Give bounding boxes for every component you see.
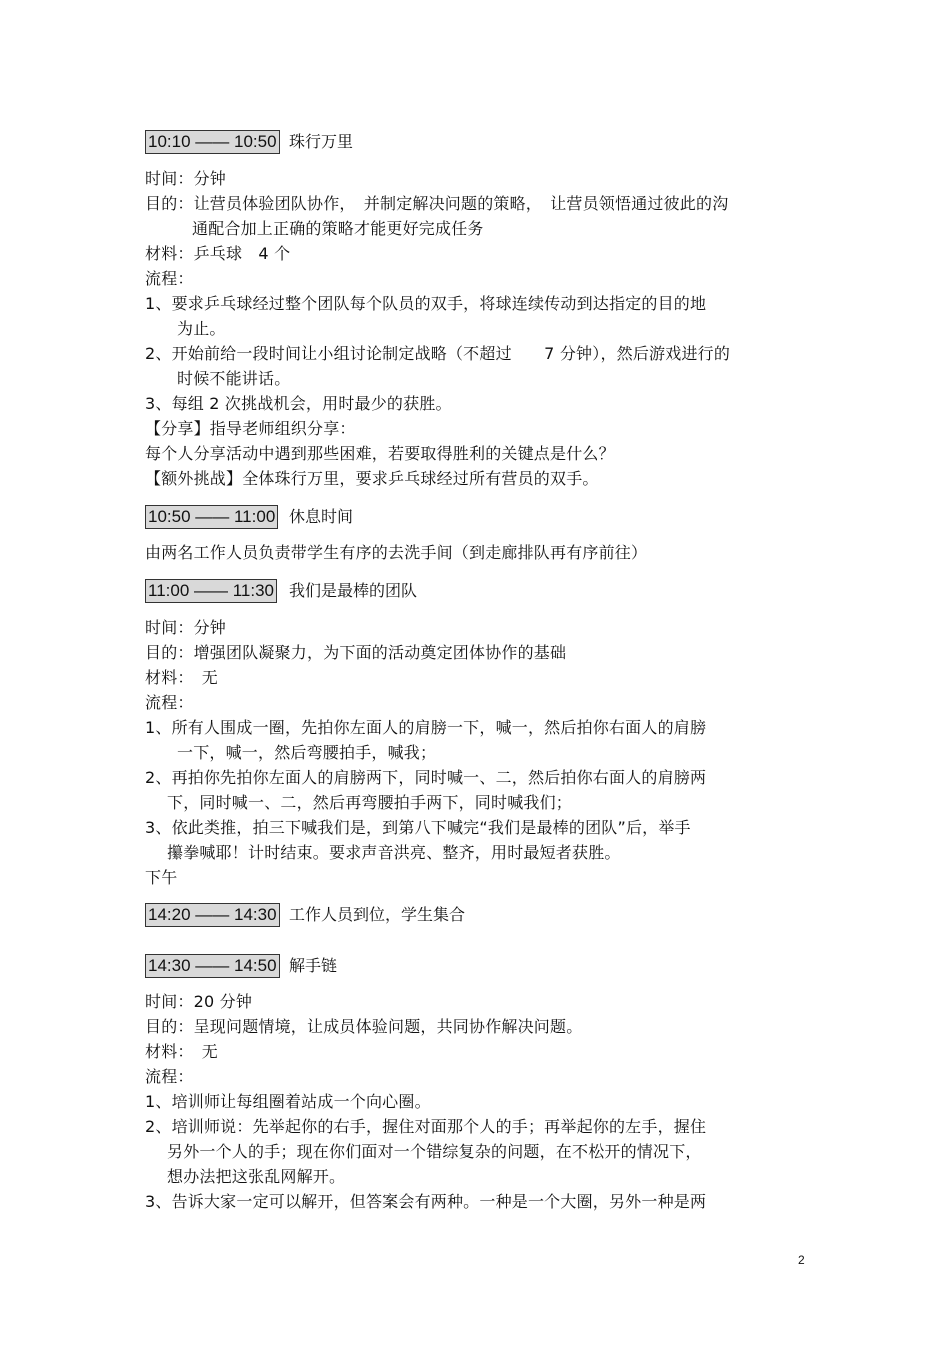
activity-title: 休息时间 — [289, 507, 354, 526]
text-line: 1、要求乒乓球经过整个团队每个队员的双手，将球连续传动到达指定的目的地 — [145, 294, 707, 313]
text-line: 材料： 无 — [145, 1042, 219, 1061]
text-line: 下，同时喊一、二，然后再弯腰拍手两下，同时喊我们； — [167, 793, 573, 812]
text-line: 时间：分钟 — [145, 169, 227, 188]
activity-title: 工作人员到位，学生集合 — [289, 905, 466, 924]
text-line: 攥拳喊耶！计时结束。要求声音洪亮、整齐，用时最短者获胜。 — [167, 843, 621, 862]
text-line: 3、依此类推，拍三下喊我们是，到第八下喊完“我们是最棒的团队”后，举手 — [145, 818, 691, 837]
time-slot-box: 14:30 —— 14:50 — [145, 954, 280, 978]
text-line: 1、所有人围成一圈，先拍你左面人的肩膀一下，喊一，然后拍你右面人的肩膀 — [145, 718, 707, 737]
activity-title: 解手链 — [289, 956, 338, 975]
text-line: 流程： — [145, 1067, 194, 1086]
activity-title: 珠行万里 — [289, 132, 354, 151]
text-line: 由两名工作人员负责带学生有序的去洗手间（到走廊排队再有序前往） — [145, 543, 648, 562]
text-line: 另外一个人的手；现在你们面对一个错综复杂的问题，在不松开的情况下， — [167, 1142, 702, 1161]
text-line: 时候不能讲话。 — [177, 369, 291, 388]
time-slot-box: 11:00 —— 11:30 — [145, 579, 277, 603]
text-line: 2、再拍你先拍你左面人的肩膀两下，同时喊一、二，然后拍你右面人的肩膀两 — [145, 768, 707, 787]
time-slot-box: 14:20 —— 14:30 — [145, 903, 280, 927]
page-number: 2 — [798, 1253, 805, 1267]
text-line: 流程： — [145, 693, 194, 712]
text-line: 3、每组 2 次挑战机会，用时最少的获胜。 — [145, 394, 452, 413]
afternoon-label: 下午 — [145, 868, 178, 887]
text-line: 材料： 无 — [145, 668, 219, 687]
text-line: 为止。 — [177, 319, 226, 338]
text-line: 【额外挑战】全体珠行万里，要求乒乓球经过所有营员的双手。 — [145, 469, 599, 488]
text-line: 流程： — [145, 269, 194, 288]
text-line: 2、开始前给一段时间让小组讨论制定战略（不超过 7 分钟），然后游戏进行的 — [145, 344, 731, 363]
activity-title: 我们是最棒的团队 — [289, 581, 418, 600]
text-line: 目的：让营员体验团队协作， 并制定解决问题的策略， 让营员领悟通过彼此的沟 — [145, 194, 729, 213]
time-slot-box: 10:10 —— 10:50 — [145, 130, 280, 154]
text-line: 时间：20 分钟 — [145, 992, 253, 1011]
text-line: 【分享】指导老师组织分享： — [145, 419, 356, 438]
text-line: 时间：分钟 — [145, 618, 227, 637]
text-line: 通配合加上正确的策略才能更好完成任务 — [192, 219, 484, 238]
text-line: 目的：呈现问题情境，让成员体验问题，共同协作解决问题。 — [145, 1017, 583, 1036]
text-line: 材料：乒乓球 4 个 — [145, 244, 291, 263]
time-slot-box: 10:50 —— 11:00 — [145, 505, 278, 529]
text-line: 1、培训师让每组圈着站成一个向心圈。 — [145, 1092, 431, 1111]
text-line: 想办法把这张乱网解开。 — [167, 1167, 346, 1186]
text-line: 一下，喊一，然后弯腰拍手，喊我； — [177, 743, 437, 762]
text-line: 2、培训师说：先举起你的右手，握住对面那个人的手；再举起你的左手，握住 — [145, 1117, 707, 1136]
text-line: 目的：增强团队凝聚力，为下面的活动奠定团体协作的基础 — [145, 643, 567, 662]
text-line: 3、告诉大家一定可以解开，但答案会有两种。一种是一个大圈，另外一种是两 — [145, 1192, 707, 1211]
text-line: 每个人分享活动中遇到那些困难，若要取得胜利的关键点是什么？ — [145, 444, 615, 463]
